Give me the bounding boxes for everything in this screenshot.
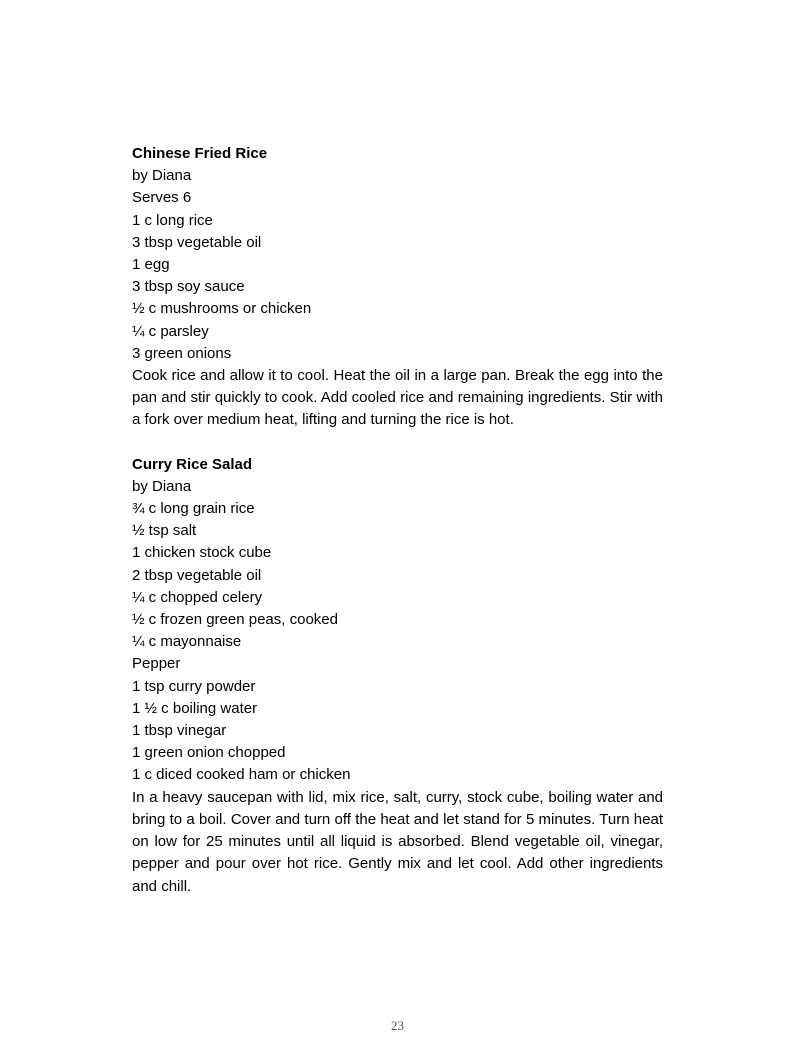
recipe-curry-rice-salad: [132, 454, 663, 898]
ingredient-line: ¾ c long grain rice: [132, 500, 255, 518]
ingredient-line: Pepper: [132, 655, 181, 673]
ingredient-line: 1 egg: [132, 256, 170, 274]
recipe-servings: Serves 6: [132, 189, 192, 207]
ingredient-line: 1 c long rice: [132, 211, 213, 229]
ingredient-line: 1 green onion chopped: [132, 744, 286, 762]
recipe-author: by Diana: [132, 477, 192, 495]
page-content: [132, 143, 663, 898]
ingredient-line: 2 tbsp vegetable oil: [132, 566, 262, 584]
page-number: 23: [391, 1018, 404, 1033]
ingredient-line: ½ c mushrooms or chicken: [132, 300, 312, 318]
ingredient-line: 1 ½ c boiling water: [132, 699, 258, 717]
ingredient-line: 1 tbsp vinegar: [132, 722, 227, 740]
ingredient-line: ¼ c mayonnaise: [132, 633, 242, 651]
ingredient-line: ¼ c chopped celery: [132, 588, 263, 606]
recipe-title: Curry Rice Salad: [132, 455, 253, 473]
ingredient-line: 1 chicken stock cube: [132, 544, 272, 562]
ingredient-line: ½ tsp salt: [132, 522, 197, 540]
ingredient-line: 3 tbsp vegetable oil: [132, 233, 262, 251]
recipe-title: Chinese Fried Rice: [132, 145, 268, 162]
ingredient-line: 3 green onions: [132, 344, 232, 362]
recipe-author: by Diana: [132, 167, 192, 185]
ingredient-line: ½ c frozen green peas, cooked: [132, 611, 338, 629]
ingredient-line: ¼ c parsley: [132, 322, 209, 340]
ingredient-line: 3 tbsp soy sauce: [132, 278, 245, 296]
ingredient-line: 1 tsp curry powder: [132, 677, 256, 695]
recipe-instructions: Cook rice and allow it to cool. Heat the oil in a large pan. Break the egg into the pan and stir quickly to cook. Add cooled rice and remaining ingredients. Stir with a fork over medium heat, lifting and turning the rice is hot.: [132, 367, 663, 429]
recipe-instructions: In a heavy saucepan with lid, mix rice, salt, curry, stock cube, boiling water and bring to a boil. Cover and turn off the heat and let stand for 5 minutes. Turn heat on low for 25 minutes until all liquid is absorbed. Blend vegetable oil, vinegar, pepper and pour over hot rice. Gently mix and let cool. Add other ingredients and chill.: [132, 788, 663, 895]
recipe-chinese-fried-rice: [132, 143, 663, 432]
ingredient-line: 1 c diced cooked ham or chicken: [132, 766, 351, 784]
